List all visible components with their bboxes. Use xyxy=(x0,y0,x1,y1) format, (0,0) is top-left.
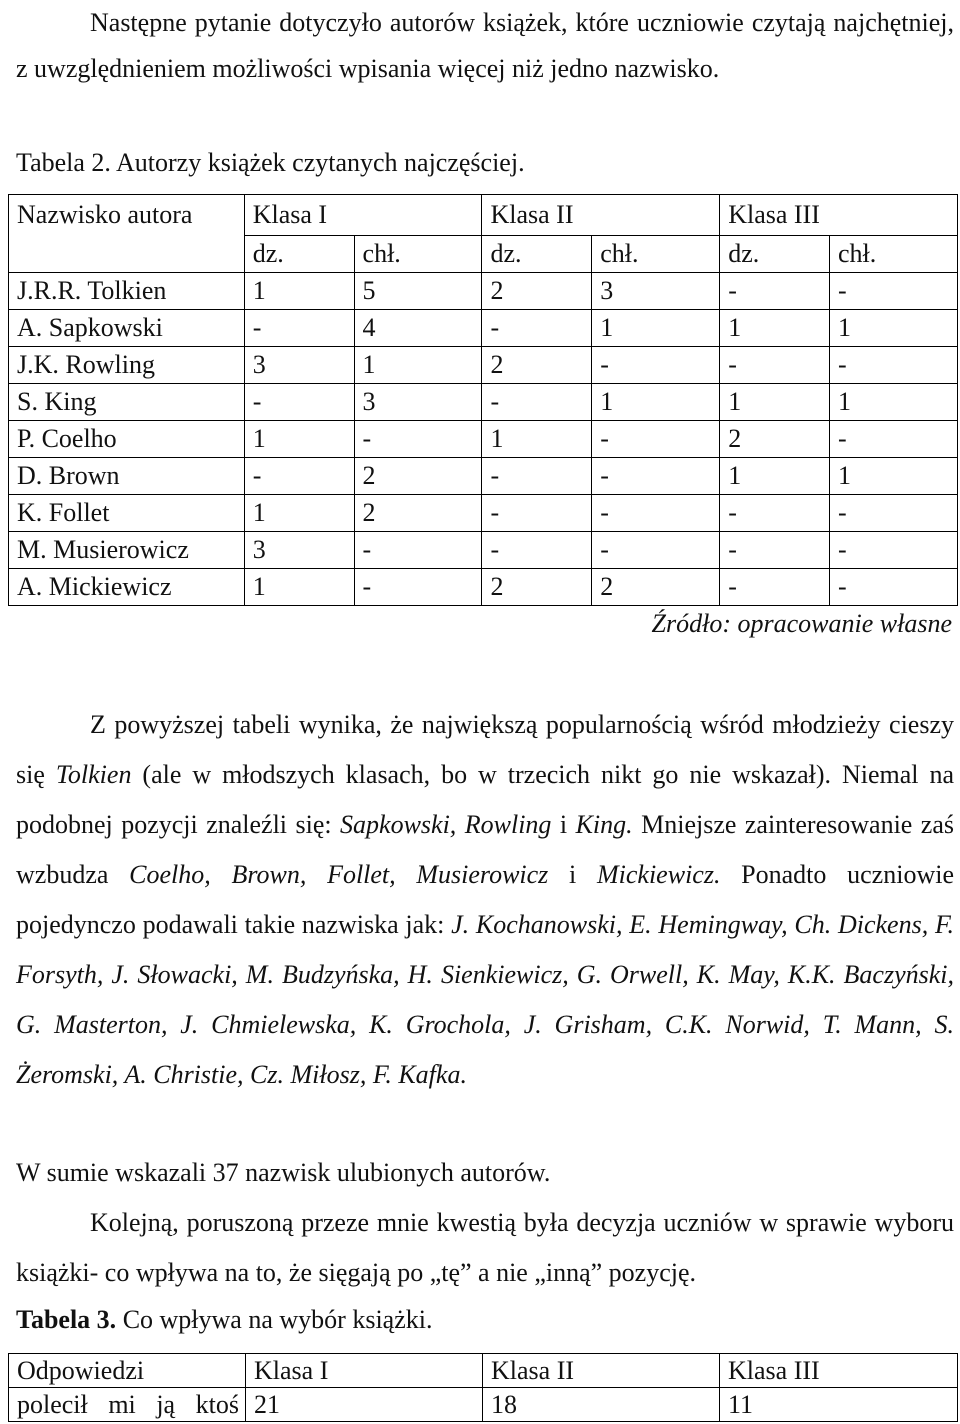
author-column-header: Nazwisko autora xyxy=(9,195,245,273)
header-cell: Odpowiedzi xyxy=(9,1354,246,1388)
text-run: (ale w młodszych klasach, bo w trzecich nikt go nie wskazał). Niemal na podobnej pozycji znaleźli się: xyxy=(16,760,954,839)
table-header-row xyxy=(9,195,958,236)
author-list: J. Kochanowski, E. Hemingway, Ch. Dickens, F. Forsyth, J. Słowacki, M. Budzyńska, H. Sienkiewicz, G. Orwell, K. May, K.K. Baczyński, G. Masterton, J. Chmielewska, K. Grochola, J. Grisham, C.K. Norwid, T. Mann, S. Żeromski, A. Christie, Cz. Miłosz, F. Kafka. xyxy=(16,910,954,1089)
value-cell: 3 xyxy=(244,347,354,384)
table-row xyxy=(9,495,958,532)
author-cell: A. Mickiewicz xyxy=(9,569,245,606)
header-cell: Klasa I xyxy=(246,1354,483,1388)
choice-table xyxy=(8,1353,958,1422)
value-cell: 1 xyxy=(244,421,354,458)
value-cell: 21 xyxy=(246,1388,483,1422)
text-run: i xyxy=(548,860,597,889)
value-cell: 3 xyxy=(354,384,482,421)
value-cell: 1 xyxy=(720,384,830,421)
table2-label: Tabela 2. xyxy=(16,148,111,177)
analysis-paragraph xyxy=(16,700,954,1100)
subheader-cell: dz. xyxy=(244,236,354,273)
value-cell: 1 xyxy=(830,458,958,495)
table-row xyxy=(9,310,958,347)
value-cell: 1 xyxy=(720,310,830,347)
author-cell: J.R.R. Tolkien xyxy=(9,273,245,310)
table-row xyxy=(9,458,958,495)
author-name: Sapkowski, Rowling xyxy=(340,810,552,839)
value-cell: - xyxy=(592,458,720,495)
value-cell: 1 xyxy=(354,347,482,384)
value-cell: - xyxy=(830,495,958,532)
value-cell: 1 xyxy=(482,421,592,458)
value-cell: - xyxy=(720,495,830,532)
value-cell: 11 xyxy=(720,1388,958,1422)
value-cell: - xyxy=(592,532,720,569)
author-cell: K. Follet xyxy=(9,495,245,532)
value-cell: 2 xyxy=(482,569,592,606)
subheader-cell: chł. xyxy=(354,236,482,273)
value-cell: - xyxy=(720,532,830,569)
header-cell: Klasa III xyxy=(720,1354,958,1388)
value-cell: 1 xyxy=(720,458,830,495)
value-cell: - xyxy=(830,273,958,310)
author-cell: M. Musierowicz xyxy=(9,532,245,569)
value-cell: - xyxy=(354,569,482,606)
author-cell: S. King xyxy=(9,384,245,421)
table2-caption xyxy=(16,143,525,183)
value-cell: 18 xyxy=(483,1388,720,1422)
value-cell: - xyxy=(244,310,354,347)
value-cell: 5 xyxy=(354,273,482,310)
answer-cell: polecił mi ją ktoś xyxy=(9,1388,246,1422)
author-name: Mickiewicz. xyxy=(597,860,721,889)
value-cell: - xyxy=(482,495,592,532)
text-run: Z powyższej tabeli wynika, że największą popularnością wśród młodzieży cieszy się xyxy=(16,710,954,789)
value-cell: - xyxy=(244,458,354,495)
value-cell: 1 xyxy=(244,273,354,310)
table3-label: Tabela 3. xyxy=(16,1305,117,1334)
value-cell: - xyxy=(720,347,830,384)
value-cell: 2 xyxy=(482,347,592,384)
table3-caption xyxy=(16,1300,432,1340)
value-cell: 1 xyxy=(592,310,720,347)
author-cell: J.K. Rowling xyxy=(9,347,245,384)
value-cell: 1 xyxy=(244,495,354,532)
table-header-row xyxy=(9,1354,958,1388)
table-source: Źródło: opracowanie własne xyxy=(651,609,952,638)
value-cell: 2 xyxy=(354,458,482,495)
value-cell: - xyxy=(592,495,720,532)
text-run: Mniejsze zainteresowanie zaś wzbudza xyxy=(16,810,954,889)
table-row xyxy=(9,532,958,569)
value-cell: - xyxy=(830,347,958,384)
value-cell: 2 xyxy=(720,421,830,458)
table-row xyxy=(9,384,958,421)
text-run: i xyxy=(551,810,576,839)
header-cell: Klasa II xyxy=(483,1354,720,1388)
value-cell: - xyxy=(720,273,830,310)
value-cell: 3 xyxy=(244,532,354,569)
author-name: Tolkien xyxy=(55,760,132,789)
value-cell: - xyxy=(354,421,482,458)
author-cell: P. Coelho xyxy=(9,421,245,458)
value-cell: - xyxy=(830,569,958,606)
question-paragraph: Kolejną, poruszoną przeze mnie kwestią była decyzja uczniów w sprawie wyboru książki- co wpływa na to, że sięgają po „tę” a nie „inną” pozycję. xyxy=(16,1208,954,1287)
table-row xyxy=(9,347,958,384)
table-row xyxy=(9,421,958,458)
value-cell: - xyxy=(482,310,592,347)
value-cell: - xyxy=(482,458,592,495)
value-cell: - xyxy=(720,569,830,606)
value-cell: 3 xyxy=(592,273,720,310)
authors-table xyxy=(8,194,958,606)
table2-title: Autorzy książek czytanych najczęściej. xyxy=(116,148,525,177)
authors-table-body xyxy=(9,273,958,606)
value-cell: - xyxy=(830,532,958,569)
author-cell: A. Sapkowski xyxy=(9,310,245,347)
value-cell: 1 xyxy=(244,569,354,606)
subheader-cell: dz. xyxy=(720,236,830,273)
value-cell: 2 xyxy=(592,569,720,606)
value-cell: 2 xyxy=(354,495,482,532)
class-header: Klasa II xyxy=(482,195,720,236)
intro-paragraph: Następne pytanie dotyczyło autorów książek, które uczniowie czytają najchętniej, z uwzględnieniem możliwości wpisania więcej niż jedno nazwisko. xyxy=(16,8,954,83)
table3-title: Co wpływa na wybór książki. xyxy=(116,1305,433,1334)
author-name: Coelho, Brown, Follet, Musierowicz xyxy=(129,860,549,889)
table-row xyxy=(9,273,958,310)
value-cell: 4 xyxy=(354,310,482,347)
subheader-cell: chł. xyxy=(592,236,720,273)
value-cell: - xyxy=(482,384,592,421)
class-header: Klasa I xyxy=(244,195,482,236)
value-cell: 1 xyxy=(830,310,958,347)
class-header: Klasa III xyxy=(720,195,958,236)
value-cell: - xyxy=(592,421,720,458)
summary-line: W sumie wskazali 37 nazwisk ulubionych autorów. xyxy=(16,1158,551,1187)
subheader-cell: dz. xyxy=(482,236,592,273)
value-cell: - xyxy=(592,347,720,384)
value-cell: 1 xyxy=(830,384,958,421)
subheader-cell: chł. xyxy=(830,236,958,273)
table-row xyxy=(9,569,958,606)
value-cell: 1 xyxy=(592,384,720,421)
table-row xyxy=(9,1388,958,1422)
text-run: Ponadto uczniowie pojedynczo podawali takie nazwiska jak: xyxy=(16,860,954,939)
value-cell: - xyxy=(830,421,958,458)
author-name: King. xyxy=(575,810,633,839)
value-cell: - xyxy=(244,384,354,421)
value-cell: - xyxy=(482,532,592,569)
author-cell: D. Brown xyxy=(9,458,245,495)
value-cell: 2 xyxy=(482,273,592,310)
value-cell: - xyxy=(354,532,482,569)
